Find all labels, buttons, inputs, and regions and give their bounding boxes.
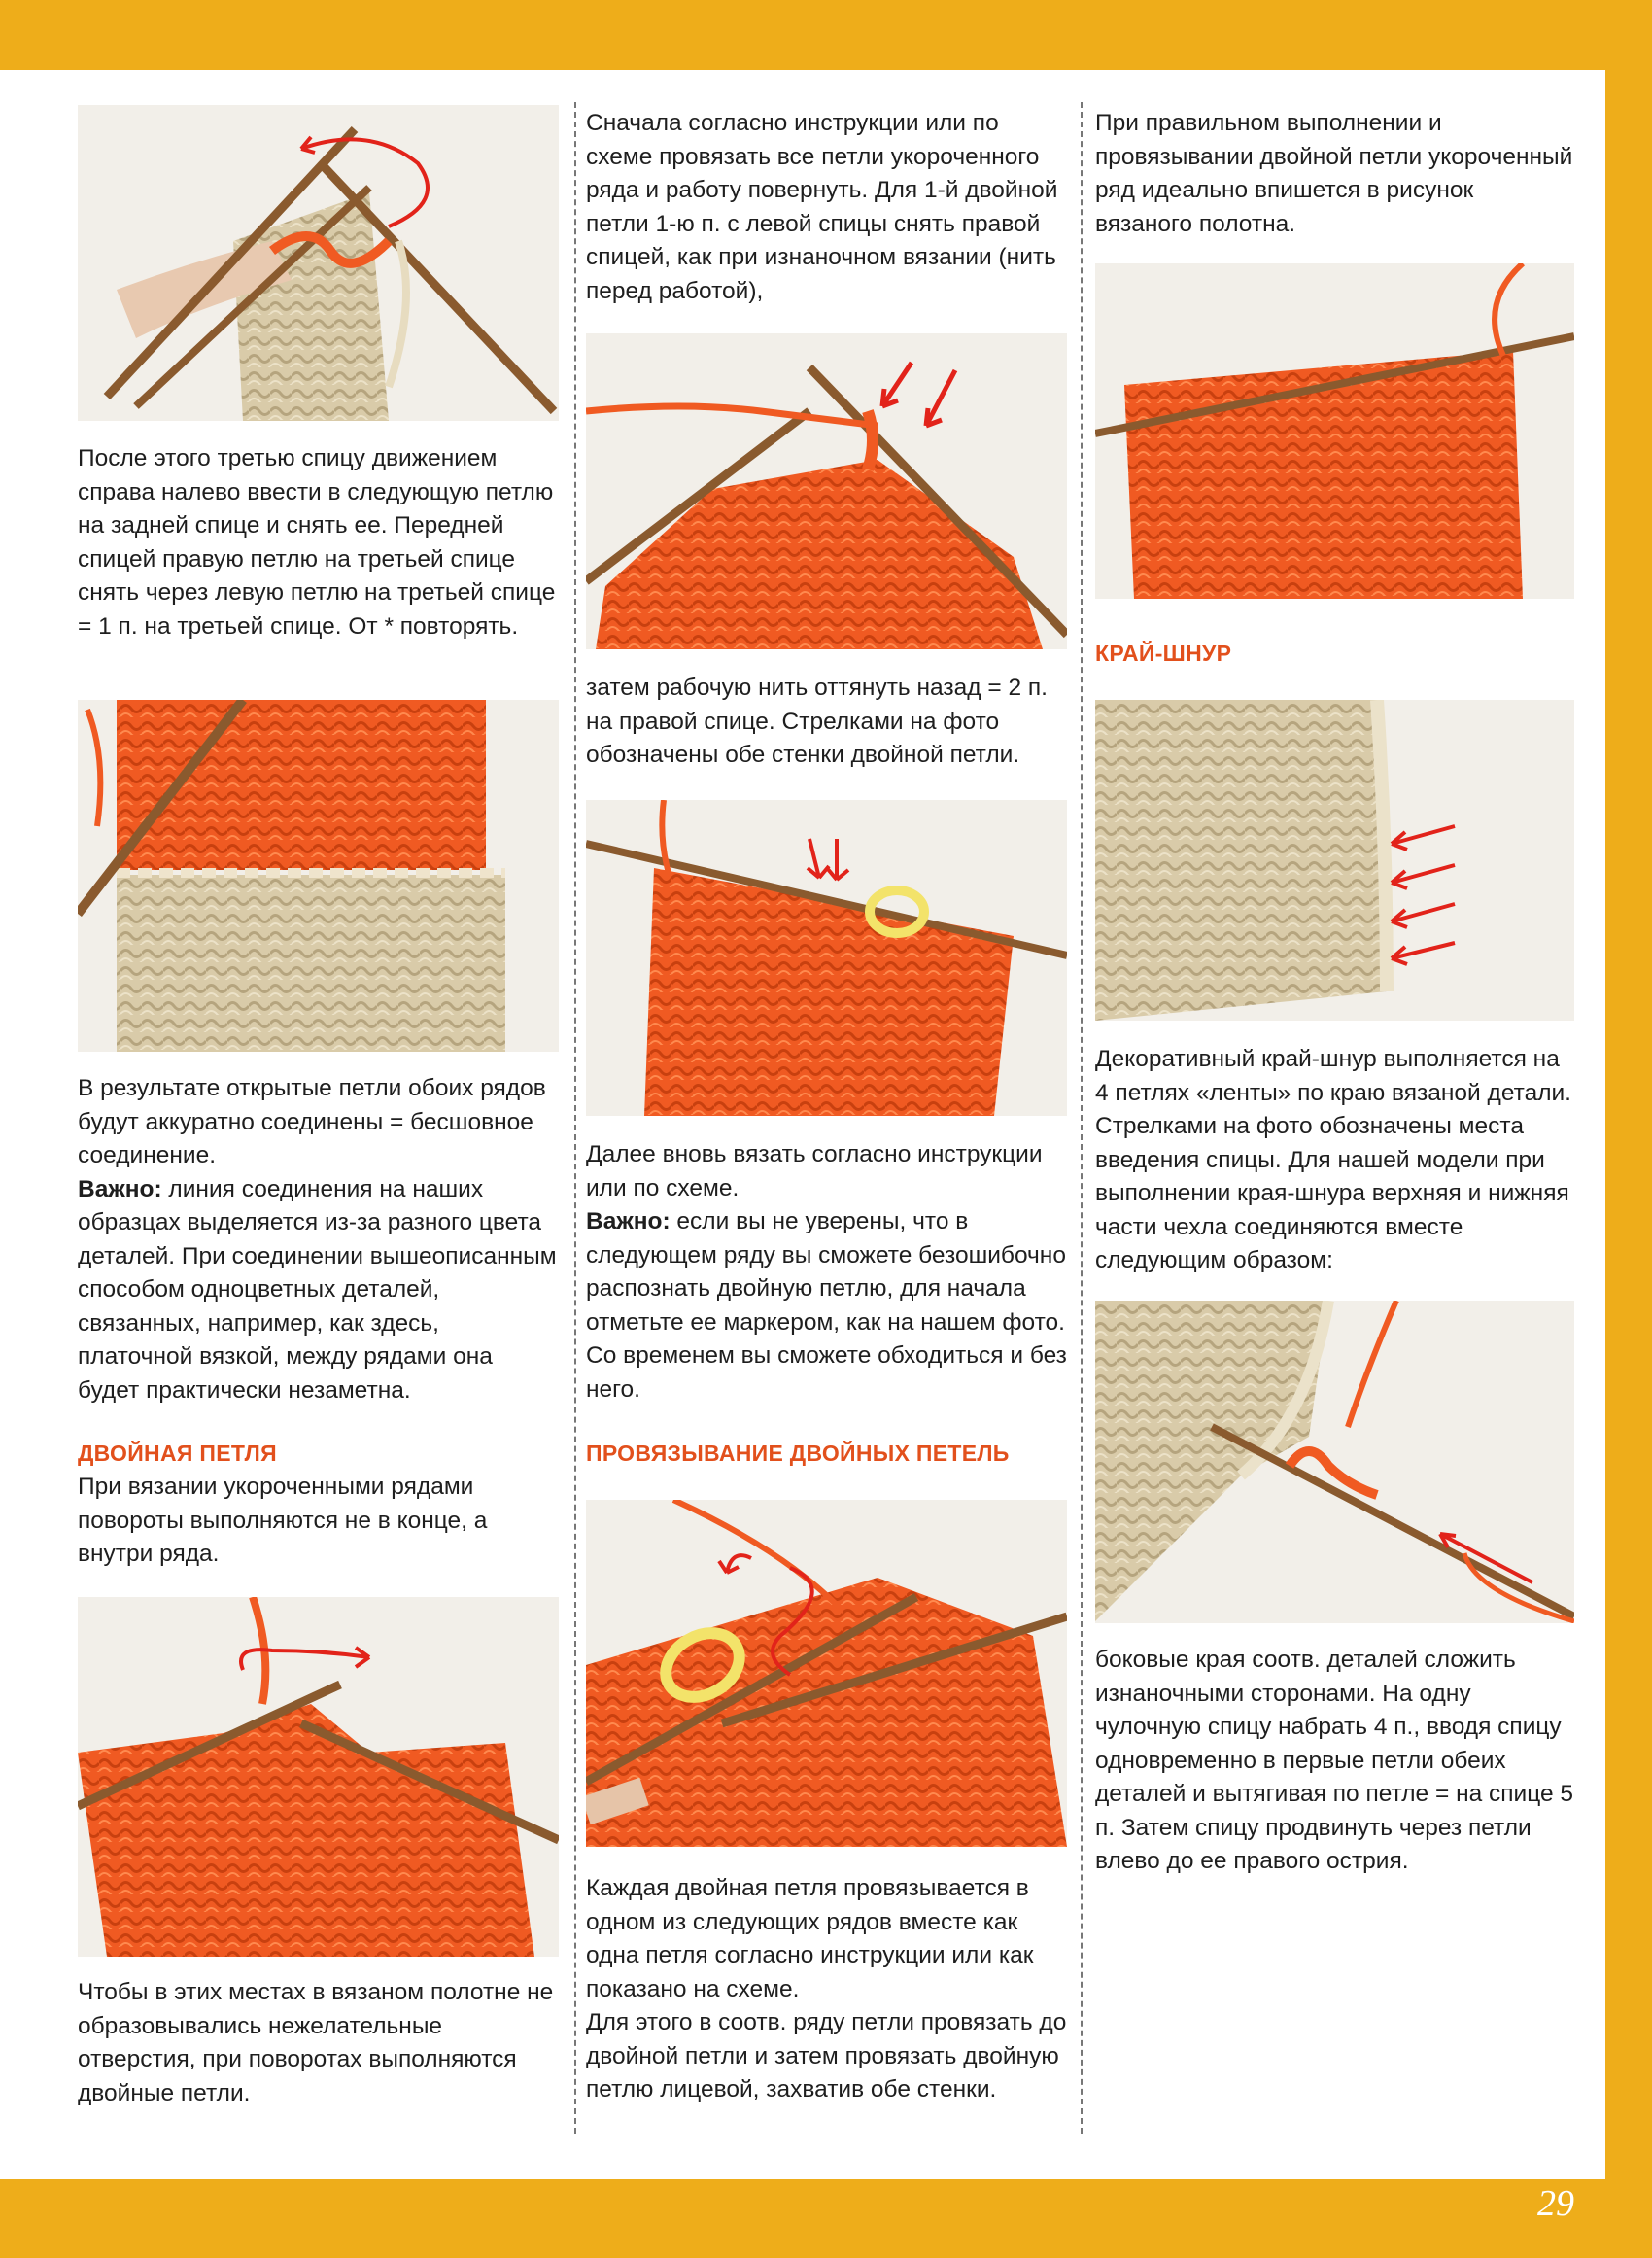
important-label-2: Важно: (586, 1208, 671, 1234)
page-number: 29 (1537, 2183, 1574, 2224)
knitting-third-needle-photo (78, 105, 559, 421)
marker-on-stitch-photo (586, 800, 1067, 1116)
knitting-double-stitch-photo (586, 1500, 1067, 1847)
column-divider-2 (1081, 102, 1083, 2134)
col1-paragraph-4: При вязании укороченными рядами повороты выполняются не в конце, а внутри ряда. (78, 1474, 488, 1567)
seamless-join-photo (78, 700, 559, 1052)
col1-text-3: линия соединения на наших образцах выделяется из-за разного цвета деталей. При соединении вышеописанным способом одноцветных деталей, связанных, например, как здесь, платочной вязкой, между рядами она будет практически незаметна. (78, 1175, 557, 1404)
col2-paragraph-1: Сначала согласно инструкции или по схеме провязать все петли укороченного ряда и работу повернуть. Для 1-й двойной петли 1-ю п. с левой спицы снять правой спицей, как при изнаночном вязании (нить перед работой), (586, 110, 1058, 304)
col2-text-4: если вы не уверены, что в следующем ряду вы сможете безошибочно распознать двойную петлю, для начала отметьте ее маркером, как на нашем фото. Со временем вы сможете обходиться и без него. (586, 1208, 1067, 1403)
column-divider-1 (574, 102, 576, 2134)
double-stitch-turn-photo (78, 1597, 559, 1957)
col2-text-5: Каждая двойная петля провязывается в одном из следующих рядов вместе как одна петля согласно инструкции или как показано на схеме. (586, 1875, 1034, 2002)
col2-paragraph-2: затем рабочую нить оттянуть назад = 2 п. на правой спице. Стрелками на фото обозначены обе стенки двойной петли. (586, 675, 1048, 768)
heading-i-cord: КРАЙ-ШНУР (1095, 641, 1232, 666)
col1-text-2: В результате открытые петли обоих рядов будут аккуратно соединены = бесшовное соединение. (78, 1075, 546, 1168)
col3-paragraph-3: боковые края соотв. деталей сложить изнаночными сторонами. На одну чулочную спицу набрать 4 п., вводя спицу одновременно в первые петли обеих деталей и вытягивая по петле = на спице 5 п. Затем спицу продвинуть через петли влево до ее правого острия. (1095, 1647, 1574, 1874)
i-cord-edge-photo (1095, 700, 1574, 1021)
finished-short-rows-photo (1095, 263, 1574, 599)
heading-knitting-double-stitches: ПРОВЯЗЫВАНИЕ ДВОЙНЫХ ПЕТЕЛЬ (586, 1441, 1010, 1466)
heading-double-stitch: ДВОЙНАЯ ПЕТЛЯ (78, 1441, 277, 1466)
col1-paragraph-5: Чтобы в этих местах в вязаном полотне не образовывались нежелательные отверстия, при поворотах выполняются двойные петли. (78, 1979, 554, 2106)
col2-text-3: Далее вновь вязать согласно инструкции или по схеме. (586, 1141, 1043, 1201)
col1-paragraph-2 (78, 1072, 559, 1407)
double-stitch-arrows-photo (586, 333, 1067, 649)
i-cord-join-photo (1095, 1301, 1574, 1623)
col1-paragraph-1: После этого третью спицу движением справа налево ввести в следующую петлю на задней спице и снять ее. Передней спицей правую петлю на третьей спице снять через левую петлю на третьей спице = 1 п. на третьей спице. От * повторять. (78, 445, 556, 640)
col2-paragraph-5 (586, 1872, 1067, 2107)
col2-paragraph-3 (586, 1138, 1067, 1407)
col2-text-6: Для этого в соотв. ряду петли провязать до двойной петли и затем провязать двойную петлю лицевой, захватив обе стенки. (586, 2009, 1067, 2102)
important-label-1: Важно: (78, 1175, 162, 1202)
col3-paragraph-2: Декоративный край-шнур выполняется на 4 петлях «ленты» по краю вязаной детали. Стрелками на фото обозначены места введения спицы. Для нашей модели при выполнении края-шнура верхняя и нижняя части чехла соединяются вместе следующим образом: (1095, 1046, 1571, 1273)
col3-paragraph-1: При правильном выполнении и провязывании двойной петли укороченный ряд идеально впишется в рисунок вязаного полотна. (1095, 110, 1573, 237)
